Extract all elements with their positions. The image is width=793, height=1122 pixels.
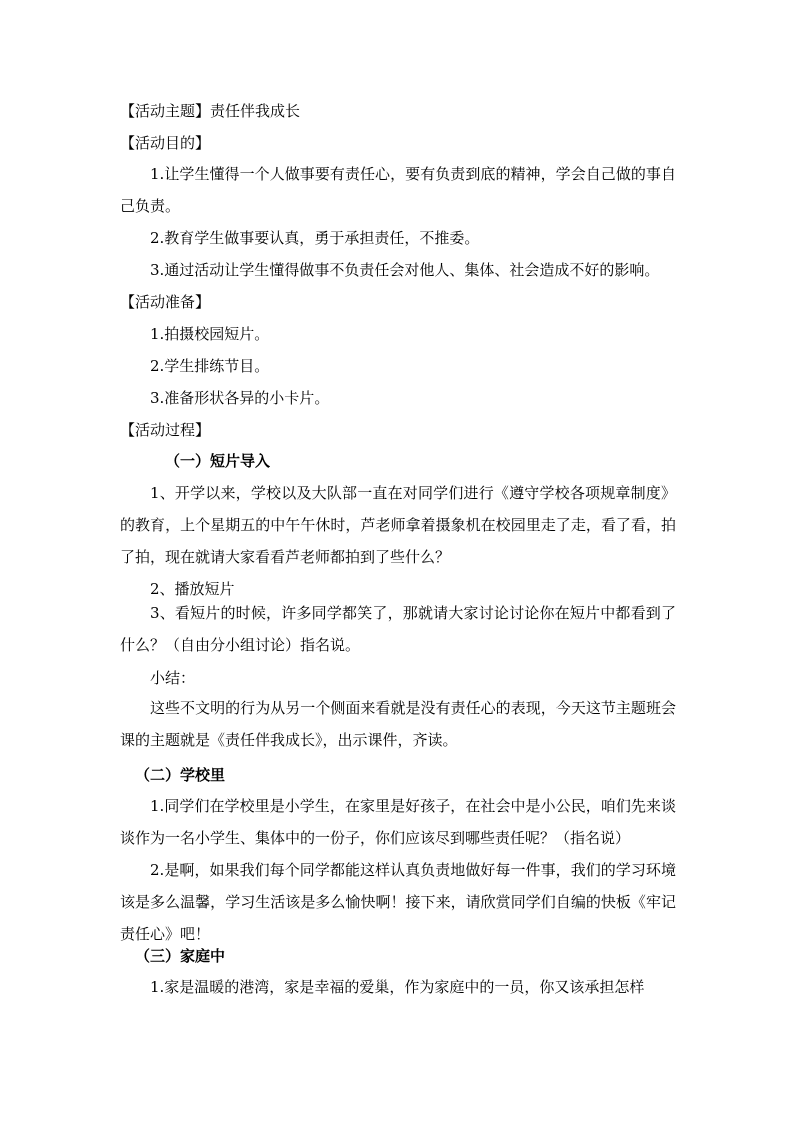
section-paragraph: 2.是啊，如果我们每个同学都能这样认真负责地做好每一件事，我们的学习环境该是多么温馨，学习生活该是多么愉快啊！接下来，请欣赏同学们自编的快板《牢记责任心》吧！ [120,861,676,943]
prep-heading: 【活动准备】 [120,293,211,311]
section-paragraph: 1.家是温暖的港湾，家是幸福的爱巢，作为家庭中的一员，你又该承担怎样 [150,978,645,996]
goal-item: 2.教育学生做事要认真，勇于承担责任，不推委。 [150,229,480,247]
section-paragraph: 2、播放短片 [150,580,235,598]
theme-heading: 【活动主题】责任伴我成长 [120,102,301,120]
goal-heading: 【活动目的】 [120,134,211,152]
prep-item: 3.准备形状各异的小卡片。 [150,389,330,407]
process-heading: 【活动过程】 [120,421,211,439]
summary-label: 小结： [150,669,196,687]
section-paragraph: 3、看短片的时候，许多同学都笑了，那就请大家讨论讨论你在短片中都看到了什么？（自由分小组讨论）指名说。 [120,604,676,654]
section-title: （一）短片导入 [165,452,271,470]
section-title: （三）家庭中 [135,947,226,965]
section-paragraph: 1、开学以来，学校以及大队部一直在对同学们进行《遵守学校各项规章制度》的教育，上个星期五的中午午休时，芦老师拿着摄象机在校园里走了走，看了看，拍了拍，现在就请大家看看芦老师都拍到了些什么？ [120,484,676,566]
summary-paragraph: 这些不文明的行为从另一个侧面来看就是没有责任心的表现，今天这节主题班会课的主题就是《责任伴我成长》，出示课件，齐读。 [120,699,676,749]
section-title: （二）学校里 [135,766,226,784]
prep-item: 1.拍摄校园短片。 [150,325,270,343]
section-paragraph: 1.同学们在学校里是小学生，在家里是好孩子，在社会中是小公民，咱们先来谈谈作为一名小学生、集体中的一份子，你们应该尽到哪些责任呢？（指名说） [120,797,676,847]
prep-item: 2.学生排练节目。 [150,357,270,375]
goal-item: 1.让学生懂得一个人做事要有责任心，要有负责到底的精神，学会自己做的事自己负责。 [120,165,676,215]
goal-item: 3.通过活动让学生懂得做事不负责任会对他人、集体、社会造成不好的影响。 [150,261,660,279]
